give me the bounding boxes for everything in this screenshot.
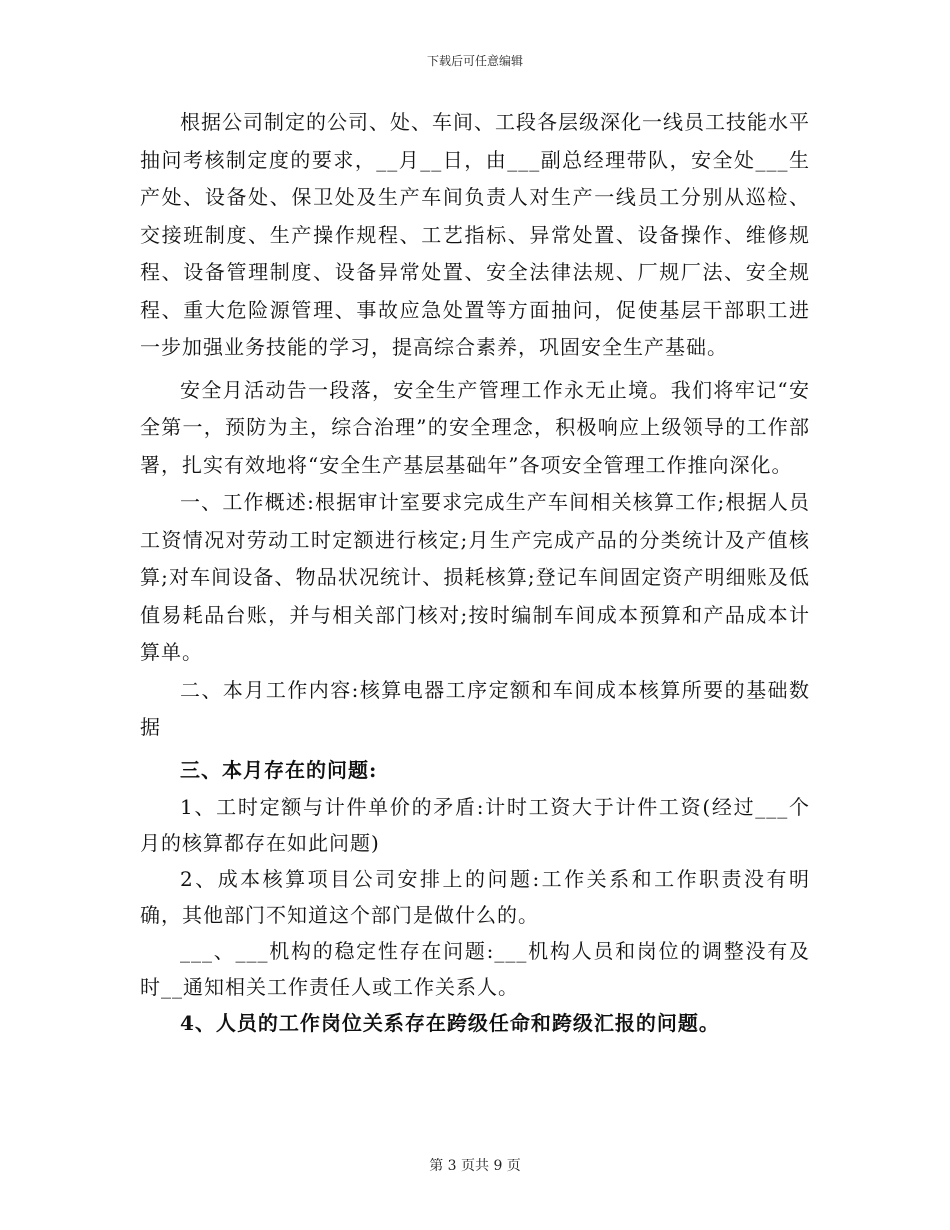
list-item-problem-2: 2、成本核算项目公司安排上的问题:工作关系和工作职责没有明确，其他部门不知道这个部门是做什么的。 (140, 867, 810, 927)
list-item-problem-4: 4、人员的工作岗位关系存在跨级任命和跨级汇报的问题。 (180, 1011, 720, 1035)
section-heading-problems: 三、本月存在的问题: (180, 757, 378, 782)
page-header: 下载后可任意编辑 (426, 54, 523, 68)
paragraph-safety-month: 安全月活动告一段落，安全生产管理工作永无止境。我们将牢记“安全第一，预防为主，综合治理”的安全理念，积极响应上级领导的工作部署，扎实有效地将“安全生产基层基础年”各项安全管理工作推向深化。 (140, 377, 810, 477)
page-footer: 第 3 页共 9 页 (429, 1158, 521, 1174)
paragraph-assessment: 根据公司制定的公司、处、车间、工段各层级深化一线员工技能水平抽问考核制定度的要求，__月__日，由___副总经理带队，安全处___生产处、设备处、保卫处及生产车间负责人对生产一线员工分别从巡检、交接班制度、生产操作规程、工艺指标、异常处置、设备操作、维修规程、设备管理制度、设备异常处置、安全法律法规、厂规厂法、安全规程、重大危险源管理、事故应急处置等方面抽问，促使基层干部职工进一步加强业务技能的学习，提高综合素养，巩固安全生产基础。 (140, 110, 810, 359)
document-body (140, 104, 810, 1041)
paragraph-monthly-content: 二、本月工作内容:核算电器工序定额和车间成本核算所要的基础数据 (140, 677, 810, 739)
list-item-problem-3: ___、___机构的稳定性存在问题:___机构人员和岗位的调整没有及时__通知相关工作责任人或工作关系人。 (140, 939, 810, 999)
paragraph-work-overview: 一、工作概述:根据审计室要求完成生产车间相关核算工作;根据人员工资情况对劳动工时定额进行核定;月生产完成产品的分类统计及产值核算;对车间设备、物品状况统计、损耗核算;登记车间固定资产明细账及低值易耗品台账，并与相关部门核对;按时编制车间成本预算和产品成本计算单。 (140, 490, 810, 664)
list-item-problem-1: 1、工时定额与计件单价的矛盾:计时工资大于计件工资(经过___个月的核算都存在如此问题) (140, 795, 810, 855)
